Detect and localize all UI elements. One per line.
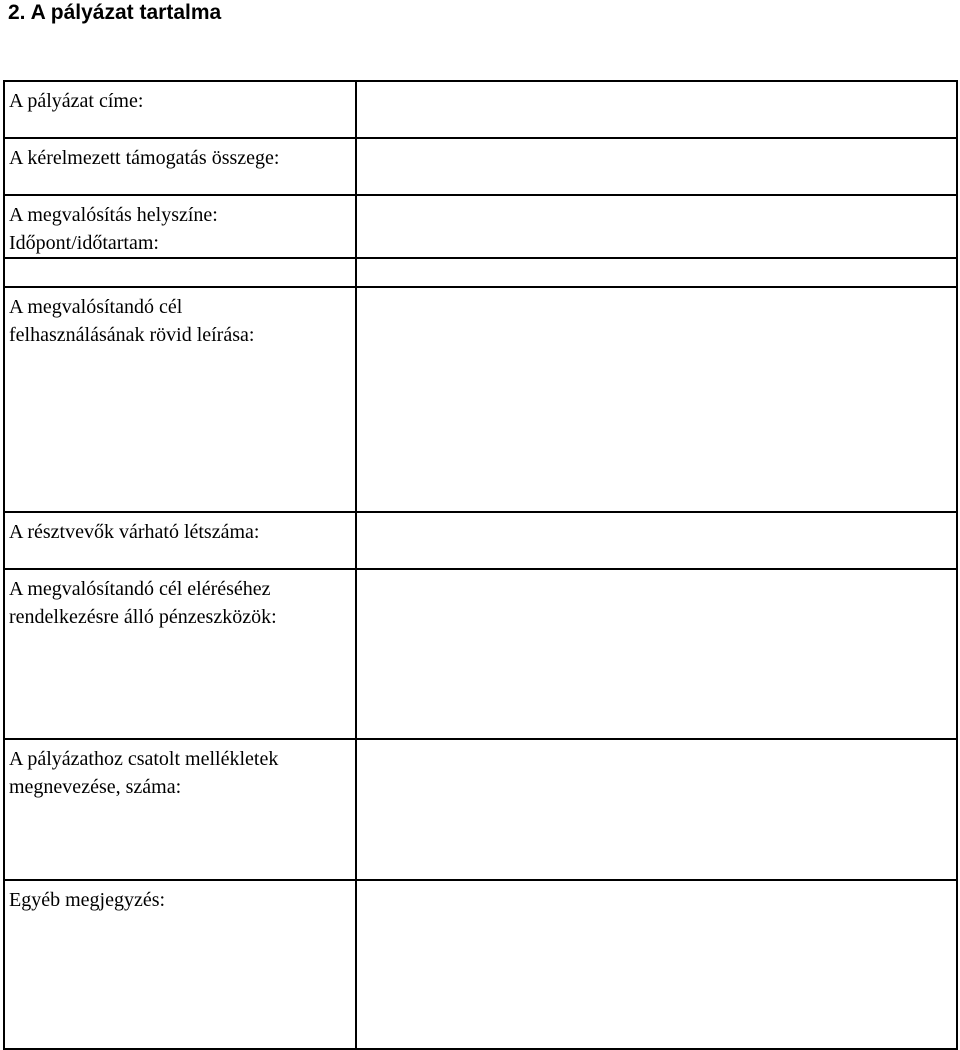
row-label: A pályázathoz csatolt mellékletek megnevezése, száma: <box>9 748 279 798</box>
form-row-location-time <box>4 195 957 258</box>
application-content-table <box>3 80 958 1050</box>
label-cell <box>4 138 356 195</box>
value-cell-amount[interactable] <box>356 138 957 195</box>
form-row-funds <box>4 569 957 739</box>
value-cell-title[interactable] <box>356 81 957 138</box>
row-label: A megvalósítandó cél felhasználásának rövid leírása: <box>9 296 255 346</box>
label-cell <box>4 195 356 258</box>
section-title: 2. A pályázat tartalma <box>8 1 222 24</box>
row-label: A megvalósítandó cél eléréséhez rendelkezésre álló pénzeszközök: <box>9 578 277 628</box>
form-row-title <box>4 81 957 138</box>
label-cell <box>4 880 356 1049</box>
value-cell-blank[interactable] <box>356 258 957 287</box>
label-cell <box>4 569 356 739</box>
row-label: A résztvevők várható létszáma: <box>9 521 260 543</box>
value-cell-description[interactable] <box>356 287 957 512</box>
form-row-attachments <box>4 739 957 880</box>
form-row-participants <box>4 512 957 569</box>
label-cell <box>4 512 356 569</box>
row-label: A pályázat címe: <box>9 90 144 112</box>
value-cell-location-time[interactable] <box>356 195 957 258</box>
row-label: Egyéb megjegyzés: <box>9 889 166 911</box>
form-row-description <box>4 287 957 512</box>
value-cell-participants[interactable] <box>356 512 957 569</box>
row-label: A kérelmezett támogatás összege: <box>9 147 280 169</box>
label-cell <box>4 258 356 287</box>
value-cell-attachments[interactable] <box>356 739 957 880</box>
label-cell <box>4 739 356 880</box>
value-cell-funds[interactable] <box>356 569 957 739</box>
label-cell <box>4 287 356 512</box>
label-cell <box>4 81 356 138</box>
value-cell-notes[interactable] <box>356 880 957 1049</box>
form-row-amount <box>4 138 957 195</box>
form-row-notes <box>4 880 957 1049</box>
form-row-blank <box>4 258 957 287</box>
row-label: A megvalósítás helyszíne: Időpont/időtartam: <box>9 204 218 254</box>
